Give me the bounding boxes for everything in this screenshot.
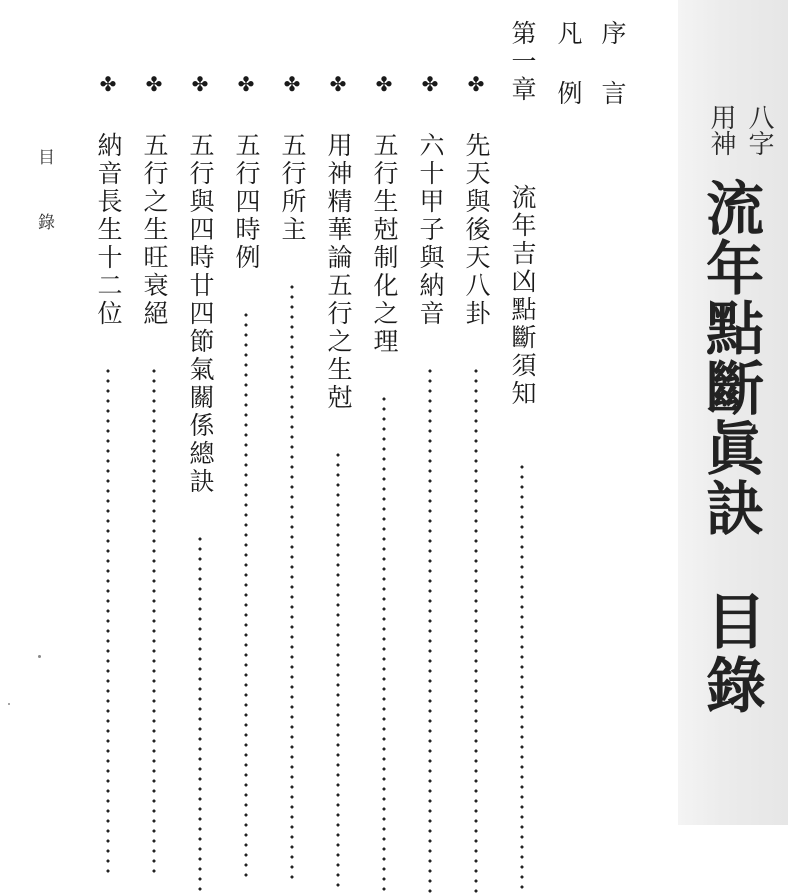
chapter-1-leader-dots — [520, 462, 524, 892]
bullet-icon: ✤ — [280, 72, 304, 96]
title-useful-god: 用神 — [706, 104, 736, 156]
toc-item-7[interactable] — [186, 72, 214, 894]
toc-item-2-leader-dots — [428, 366, 432, 896]
bullet-icon: ✤ — [418, 72, 442, 96]
bullet-icon: ✤ — [188, 72, 212, 96]
bullet-icon: ✤ — [142, 72, 166, 96]
toc-chapter-1[interactable] — [508, 20, 536, 892]
scan-speck — [8, 703, 10, 705]
toc-item-1[interactable] — [462, 72, 490, 896]
bullet-icon: ✤ — [464, 72, 488, 96]
toc-preface[interactable]: 序 言 — [598, 20, 627, 108]
title-eight-characters: 八字 — [744, 104, 774, 156]
toc-item-6-leader-dots — [244, 310, 248, 880]
bullet-icon: ✤ — [326, 72, 350, 96]
toc-item-4-leader-dots — [336, 450, 340, 890]
toc-item-5-text: 五行所主 — [278, 132, 307, 244]
toc-item-5[interactable] — [278, 72, 306, 882]
toc-item-3-leader-dots — [382, 394, 386, 894]
toc-item-8[interactable] — [140, 72, 168, 876]
toc-item-2-text: 六十甲子與納音 — [416, 132, 445, 328]
toc-item-8-leader-dots — [152, 366, 156, 876]
toc-item-9-leader-dots — [106, 366, 110, 876]
toc-item-7-leader-dots — [198, 534, 202, 894]
toc-item-5-leader-dots — [290, 282, 294, 882]
toc-item-6-text: 五行四時例 — [232, 132, 261, 272]
bullet-icon: ✤ — [234, 72, 258, 96]
chapter-1-label: 第一章 — [508, 20, 537, 104]
toc-item-4-text: 用神精華論五行之生尅 — [324, 132, 353, 412]
running-head-contents: 目 錄 — [34, 148, 54, 244]
toc-item-3-text: 五行生尅制化之理 — [370, 132, 399, 356]
bullet-icon: ✤ — [372, 72, 396, 96]
scan-speck — [38, 655, 41, 658]
chapter-1-title: 流年吉凶點斷須知 — [508, 184, 537, 408]
toc-item-1-text: 先天與後天八卦 — [462, 132, 491, 328]
toc-item-8-text: 五行之生旺衰絕 — [140, 132, 169, 328]
toc-item-6[interactable] — [232, 72, 260, 880]
toc-item-1-leader-dots — [474, 366, 478, 896]
toc-item-7-text: 五行與四時廿四節氣關係總訣 — [186, 132, 215, 496]
toc-item-2[interactable] — [416, 72, 444, 896]
toc-item-4[interactable] — [324, 72, 352, 890]
toc-item-3[interactable] — [370, 72, 398, 894]
toc-item-9-text: 納音長生十二位 — [94, 132, 123, 328]
contents-heading: 目錄 — [696, 590, 766, 718]
toc-notes[interactable]: 凡 例 — [554, 20, 583, 108]
bullet-icon: ✤ — [96, 72, 120, 96]
book-title: 流年點斷眞訣 — [696, 178, 764, 538]
toc-item-9[interactable] — [94, 72, 122, 876]
